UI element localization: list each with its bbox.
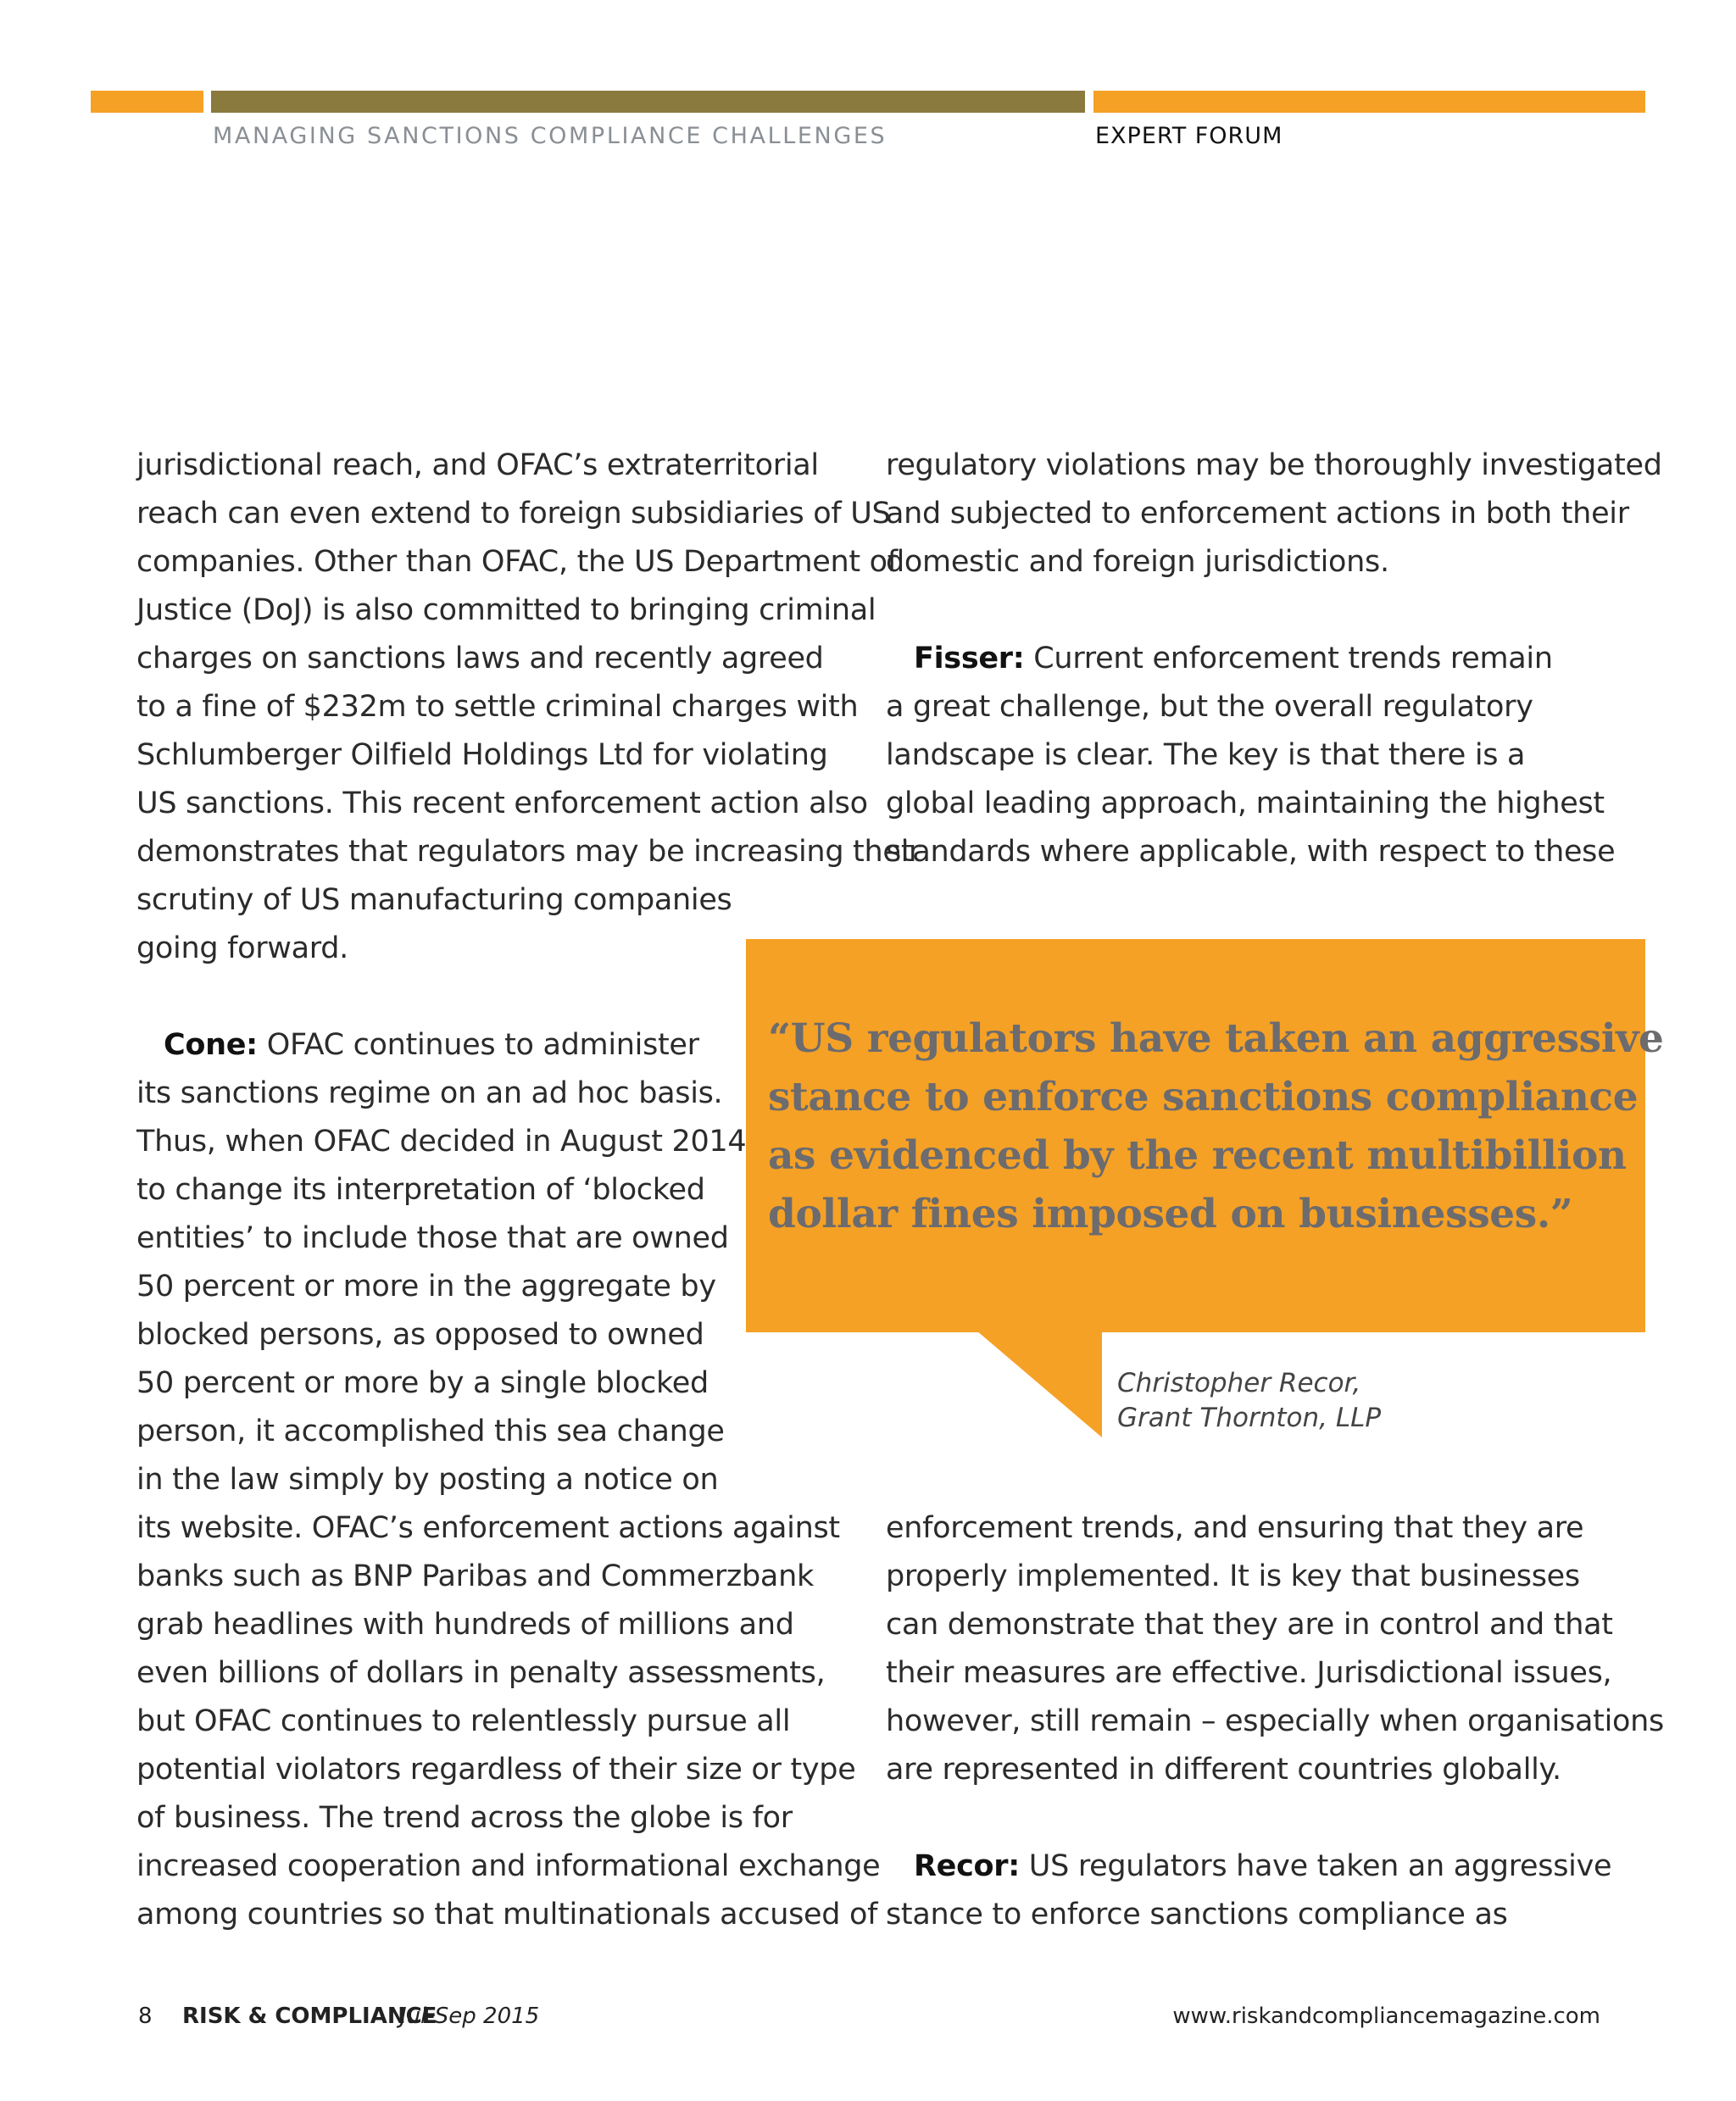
text-line: going forward. bbox=[136, 931, 348, 965]
text-line: person, it accomplished this sea change bbox=[136, 1415, 725, 1448]
quote-attribution-name: Christopher Recor, bbox=[1117, 1368, 1361, 1398]
pull-quote-line: “US regulators have taken an aggressive bbox=[768, 1015, 1664, 1062]
text-line: reach can even extend to foreign subsidiaries of US bbox=[136, 497, 891, 531]
text-line: landscape is clear. The key is that there is a bbox=[886, 738, 1526, 772]
text-line: can demonstrate that they are in control and that bbox=[886, 1608, 1613, 1642]
text-line: banks such as BNP Paribas and Commerzbank bbox=[136, 1559, 814, 1593]
text-line: even billions of dollars in penalty assessments, bbox=[136, 1656, 826, 1690]
website-url: www.riskandcompliancemagazine.com bbox=[1172, 2004, 1600, 2029]
text-line: increased cooperation and informational exchange bbox=[136, 1849, 881, 1883]
text-line bbox=[164, 1021, 699, 1070]
magazine-name: RISK & COMPLIANCE bbox=[182, 2004, 437, 2029]
text-line: domestic and foreign jurisdictions. bbox=[886, 545, 1389, 579]
text-line: its website. OFAC’s enforcement actions against bbox=[136, 1511, 840, 1545]
text-line: properly implemented. It is key that businesses bbox=[886, 1559, 1580, 1593]
text-line: scrutiny of US manufacturing companies bbox=[136, 883, 732, 917]
text-line: however, still remain – especially when organisations bbox=[886, 1704, 1664, 1738]
text-line: stance to enforce sanctions compliance as bbox=[886, 1898, 1508, 1931]
text-line: of business. The trend across the globe is for bbox=[136, 1801, 793, 1835]
pull-quote-line: stance to enforce sanctions compliance bbox=[768, 1074, 1639, 1120]
text-line: and subjected to enforcement actions in both their bbox=[886, 497, 1629, 531]
text-line: standards where applicable, with respect to these bbox=[886, 835, 1616, 869]
text-line: charges on sanctions laws and recently agreed bbox=[136, 642, 824, 675]
text-line: jurisdictional reach, and OFAC’s extraterritorial bbox=[136, 448, 819, 482]
text-line: entities’ to include those that are owned bbox=[136, 1221, 729, 1255]
text-line: US sanctions. This recent enforcement action also bbox=[136, 786, 868, 820]
text-span: OFAC continues to administer bbox=[257, 1028, 699, 1062]
text-line: are represented in different countries globally. bbox=[886, 1753, 1561, 1787]
text-line: blocked persons, as opposed to owned bbox=[136, 1318, 704, 1352]
pull-quote-line: as evidenced by the recent multibillion bbox=[768, 1132, 1627, 1179]
header-accent-bar-left bbox=[91, 91, 203, 113]
text-line: to a fine of $232m to settle criminal charges with bbox=[136, 690, 859, 724]
text-line: Thus, when OFAC decided in August 2014 bbox=[136, 1125, 747, 1159]
text-line: potential violators regardless of their size or type bbox=[136, 1753, 856, 1787]
text-line: Justice (DoJ) is also committed to bringing criminal bbox=[136, 593, 876, 627]
header-accent-bar-middle bbox=[211, 91, 1085, 113]
text-line bbox=[914, 635, 1553, 683]
text-line bbox=[914, 1843, 1611, 1891]
text-line: to change its interpretation of ‘blocked bbox=[136, 1173, 705, 1207]
text-line: enforcement trends, and ensuring that they are bbox=[886, 1511, 1584, 1545]
text-line: demonstrates that regulators may be increasing their bbox=[136, 835, 921, 869]
speaker-name-cone: Cone: bbox=[164, 1028, 258, 1062]
speech-bubble-tail-icon bbox=[976, 1331, 1102, 1437]
section-category: EXPERT FORUM bbox=[1095, 123, 1283, 149]
text-line: 50 percent or more by a single blocked bbox=[136, 1366, 709, 1400]
page-number: 8 bbox=[138, 2004, 153, 2029]
text-line: its sanctions regime on an ad hoc basis. bbox=[136, 1076, 723, 1110]
text-line: companies. Other than OFAC, the US Department of bbox=[136, 545, 898, 579]
text-line: global leading approach, maintaining the highest bbox=[886, 786, 1605, 820]
text-span: US regulators have taken an aggressive bbox=[1019, 1849, 1612, 1883]
text-line: 50 percent or more in the aggregate by bbox=[136, 1270, 716, 1303]
text-line: but OFAC continues to relentlessly pursue all bbox=[136, 1704, 791, 1738]
text-line: among countries so that multinationals accused of bbox=[136, 1898, 878, 1931]
section-title: MANAGING SANCTIONS COMPLIANCE CHALLENGES bbox=[213, 123, 887, 149]
issue-date: Jul-Sep 2015 bbox=[400, 2004, 540, 2029]
quote-attribution-org: Grant Thornton, LLP bbox=[1117, 1403, 1382, 1433]
speaker-name-fisser: Fisser: bbox=[914, 642, 1025, 675]
speaker-name-recor: Recor: bbox=[914, 1849, 1020, 1883]
text-line: a great challenge, but the overall regulatory bbox=[886, 690, 1533, 724]
text-line: Schlumberger Oilfield Holdings Ltd for violating bbox=[136, 738, 828, 772]
text-span: Current enforcement trends remain bbox=[1024, 642, 1553, 675]
text-line: their measures are effective. Jurisdictional issues, bbox=[886, 1656, 1612, 1690]
text-line: grab headlines with hundreds of millions and bbox=[136, 1608, 794, 1642]
pull-quote-line: dollar fines imposed on businesses.” bbox=[768, 1191, 1573, 1237]
text-line: in the law simply by posting a notice on bbox=[136, 1463, 719, 1497]
text-line: regulatory violations may be thoroughly investigated bbox=[886, 448, 1662, 482]
header-accent-bar-right bbox=[1093, 91, 1645, 113]
